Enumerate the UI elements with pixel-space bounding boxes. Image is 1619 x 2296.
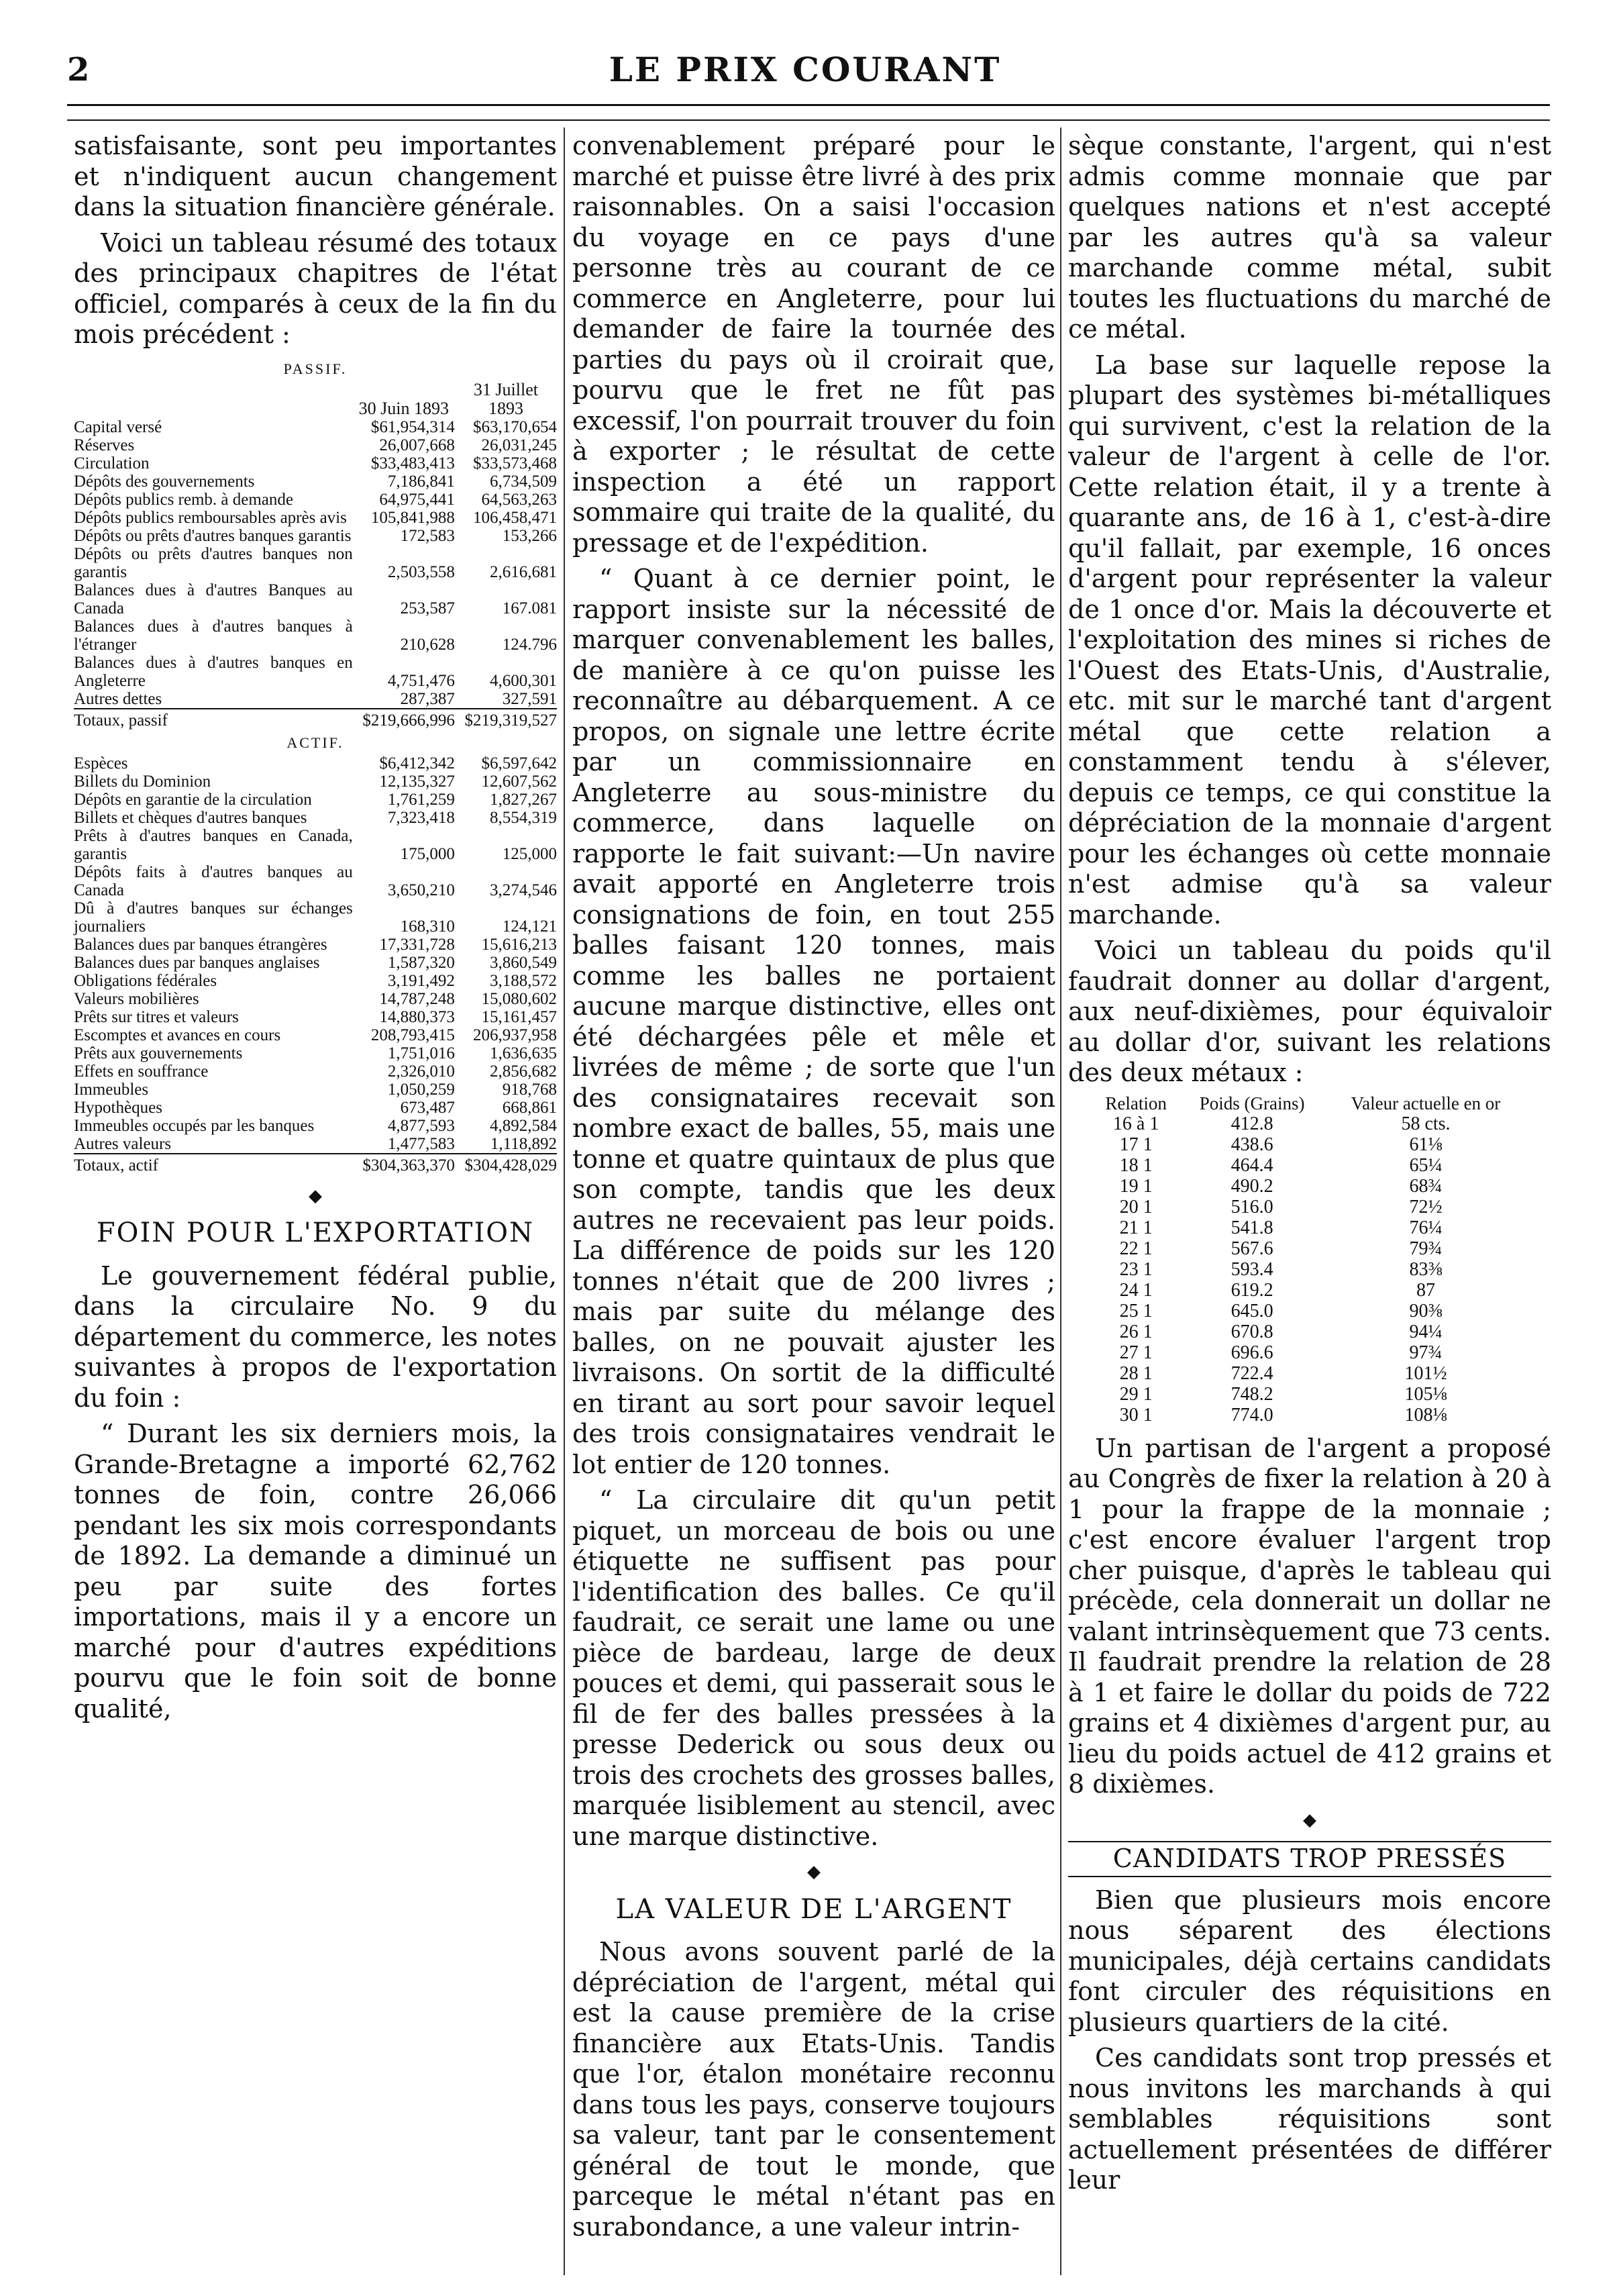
column-3 <box>1068 131 1551 2201</box>
column-header: Valeur actuelle en or <box>1351 1093 1501 1113</box>
table-cell: 673,487 <box>400 1098 455 1117</box>
table-cell: 27 1 <box>1119 1342 1153 1363</box>
paragraph: satisfaisante, sont peu importantes et n'indiquent aucun changement dans la situation financière générale. <box>74 131 557 221</box>
table-cell: Hypothèques <box>74 1098 162 1117</box>
relation-row <box>1092 1134 1527 1155</box>
table-row <box>74 654 557 690</box>
table-cell: Prêts sur titres et valeurs <box>74 1007 239 1026</box>
table-cell: 3,188,572 <box>490 971 557 990</box>
table-cell: 3,191,492 <box>387 971 455 990</box>
table-cell: 670.8 <box>1231 1321 1273 1342</box>
table-cell: 516.0 <box>1231 1196 1273 1217</box>
table-cell: 105⅛ <box>1404 1383 1447 1405</box>
table-cell: 8,554,319 <box>490 808 557 827</box>
table-cell: 645.0 <box>1231 1300 1273 1321</box>
table-row <box>74 954 557 972</box>
table-cell: 2,616,681 <box>490 562 557 581</box>
table-cell: 29 1 <box>1119 1383 1153 1405</box>
table-cell: 1,050,259 <box>387 1080 455 1099</box>
table-cell: 748.2 <box>1231 1383 1273 1405</box>
column-1 <box>74 131 557 1730</box>
table-cell: 105,841,988 <box>370 508 455 527</box>
table-row <box>74 809 557 827</box>
table-cell: 17 1 <box>1119 1134 1153 1155</box>
paragraph: “ La circulaire dit qu'un petit piquet, un morceau de bois ou une étiquette ne suffisent pas pour l'identification des balles. Ce qu'il faudrait, ce serait une lame ou une pièce de bardeau, large de deux pouces et demi, qui passerait sous le fil de fer des balles pressées à la presse Dederick ou sous deux ou trois des crochets des grosses balles, marquée lisiblement au stencil, avec une marque distinctive. <box>572 1485 1055 1851</box>
table-row <box>74 863 557 899</box>
relation-row <box>1092 1113 1527 1134</box>
table-cell: 15,161,457 <box>481 1007 557 1026</box>
passif-title: PASSIF. <box>283 360 348 377</box>
table-row <box>74 690 557 709</box>
table-cell: Effets en souffrance <box>74 1062 209 1081</box>
table-cell: Réserves <box>74 436 135 454</box>
paragraph: “ Quant à ce dernier point, le rapport insiste sur la nécessité de marquer convenablement les balles, de manière à ce qu'on puisse les reconnaître au débarquement. A ce propos, on signale une lettre écrite par un commissionnaire en Angleterre au sous-ministre du commerce, dans laquelle on rapporte le fait suivant:—Un navire avait apporté en Angleterre trois consignations de foin, en tout 255 balles faisant 120 tonnes, mais comme les balles ne portaient aucune marque distinctive, elles ont été déchargées pêle et mêle et livrées de même ; de sorte que l'un des consignataires recevait son nombre exact de balles, 55, mais une tonne et quatre quintaux de plus que son compte, tandis que les deux autres ne recevaient pas leur poids. La différence de poids sur les 120 tonnes n'était que de 200 livres ; mais par suite du mélange des balles, on ne pouvait ajuster les livraisons. On sortit de la difficulté en tirant au sort pour savoir lequel des trois consignataires vendrait le lot entier de 120 tonnes. <box>572 564 1055 1479</box>
table-cell: 90⅜ <box>1409 1300 1443 1321</box>
table-cell: 12,607,562 <box>481 772 557 791</box>
table-cell: 175,000 <box>400 844 455 863</box>
table-cell: 106,458,471 <box>473 508 557 527</box>
table-cell: 125,000 <box>502 844 557 863</box>
paragraph: Le gouvernement fédéral publie, dans la circulaire No. 9 du département du commerce, les notes suivantes à propos de l'exportation du foin : <box>74 1260 557 1413</box>
table-cell: 15,616,213 <box>481 935 557 954</box>
table-cell: 253,587 <box>400 599 455 617</box>
table-cell: 172,583 <box>400 526 455 545</box>
table-cell: 438.6 <box>1231 1134 1273 1155</box>
table-row <box>74 1026 557 1044</box>
table-cell: Billets et chèques d'autres banques <box>74 808 307 827</box>
passif-total-row: Totaux, passif $219,666,996 $219,319,527 <box>74 709 557 730</box>
table-row <box>74 990 557 1008</box>
table-cell: 23 1 <box>1119 1258 1153 1280</box>
column-header: Poids (Grains) <box>1199 1093 1305 1113</box>
table-row <box>74 418 557 436</box>
table-row <box>74 436 557 454</box>
table-row <box>74 527 557 545</box>
table-cell: 7,323,418 <box>387 808 455 827</box>
paragraph: Voici un tableau du poids qu'il faudrait donner au dollar d'argent, aux neuf-dixièmes, pour équivaloir au dollar d'or, suivant les relations des deux métaux : <box>1068 936 1551 1087</box>
paragraph: Voici un tableau résumé des totaux des principaux chapitres de l'état officiel, comparés à ceux de la fin du mois précédent : <box>74 228 557 349</box>
relation-row <box>1092 1342 1527 1363</box>
table-cell: 3,274,546 <box>490 881 557 899</box>
section-title-candidats: CANDIDATS TROP PRESSÉS <box>1068 1841 1551 1877</box>
column-header: 30 Juin 1893 <box>358 398 449 418</box>
table-cell: 1,761,259 <box>387 790 455 809</box>
table-cell: Escomptes et avances en cours <box>74 1026 281 1044</box>
table-cell: 153,266 <box>502 526 557 545</box>
table-cell: 108⅛ <box>1404 1404 1447 1426</box>
table-cell: 68¾ <box>1409 1175 1443 1197</box>
table-row <box>74 1117 557 1135</box>
table-cell: 26 1 <box>1119 1321 1153 1342</box>
table-cell: Dépôts publics remb. à demande <box>74 490 293 509</box>
ornament-separator: ◆ <box>309 1185 322 1206</box>
column-divider-right <box>1060 128 1061 2275</box>
table-cell: Balances dues à d'autres banques à l'étranger <box>74 617 353 654</box>
table-cell: Balances dues par banques étrangères <box>74 935 327 954</box>
table-cell: 696.6 <box>1231 1342 1273 1363</box>
table-cell: 20 1 <box>1119 1196 1153 1217</box>
relation-row <box>1092 1217 1527 1238</box>
relation-row <box>1092 1405 1527 1426</box>
table-row <box>74 791 557 809</box>
paragraph: sèque constante, l'argent, qui n'est admis comme monnaie que par quelques nations et n'est accepté par les autres qu'à sa valeur marchande comme métal, subit toutes les fluctuations du marché de ce métal. <box>1068 131 1551 344</box>
table-cell: 1,118,892 <box>490 1134 557 1153</box>
table-cell: Circulation <box>74 454 150 472</box>
table-cell: 83⅜ <box>1409 1258 1443 1280</box>
table-cell: Dépôts des gouvernements <box>74 472 255 491</box>
paragraph: Ces candidats sont trop pressés et nous invitons les marchands à qui semblables réquisitions sont actuellement présentées de différer leur <box>1068 2043 1551 2195</box>
table-cell: $33,573,468 <box>473 454 557 472</box>
table-cell: Dû à d'autres banques sur échanges journaliers <box>74 899 353 936</box>
table-cell: $33,483,413 <box>370 454 455 472</box>
ornament-separator: ◆ <box>1303 1809 1316 1830</box>
table-cell: 668,861 <box>502 1098 557 1117</box>
table-cell: 1,751,016 <box>387 1044 455 1062</box>
table-row <box>74 936 557 954</box>
table-cell: 464.4 <box>1231 1154 1273 1176</box>
table-cell: 61⅛ <box>1409 1134 1443 1155</box>
table-cell: 2,856,682 <box>490 1062 557 1081</box>
table-cell: 14,787,248 <box>379 989 455 1008</box>
column-2 <box>572 131 1055 2248</box>
table-row <box>74 454 557 472</box>
column-divider-left <box>564 128 565 2275</box>
table-cell: Capital versé <box>74 417 162 436</box>
table-cell: Obligations fédérales <box>74 971 217 990</box>
table-cell: 97¾ <box>1409 1342 1443 1363</box>
table-cell: $6,412,342 <box>379 754 455 772</box>
table-cell: 14,880,373 <box>379 1007 455 1026</box>
table-row <box>74 1062 557 1081</box>
actif-rows <box>74 754 557 1154</box>
table-cell: 22 1 <box>1119 1238 1153 1259</box>
table-cell: 327,591 <box>502 689 557 708</box>
relation-rows <box>1092 1113 1527 1426</box>
table-row <box>74 1008 557 1026</box>
section-title-argent: LA VALEUR DE L'ARGENT <box>615 1893 1012 1925</box>
table-cell: $63,170,654 <box>473 417 557 436</box>
table-cell: 25 1 <box>1119 1300 1153 1321</box>
table-cell: 722.4 <box>1231 1362 1273 1384</box>
paragraph: “ Durant les six derniers mois, la Grande-Bretagne a importé 62,762 tonnes de foin, contre 26,066 pendant les six mois correspondants de 1892. La demande a diminué un peu par suite des fortes importations, mais il y a encore un marché pour d'autres expéditions pourvu que le foin soit de bonne qualité, <box>74 1419 557 1724</box>
relation-row <box>1092 1176 1527 1197</box>
paragraph: Un partisan de l'argent a proposé au Congrès de fixer la relation à 20 à 1 pour la frappe de la monnaie ; c'est encore évaluer l'argent trop cher puisque, d'après le tableau qui précède, cela donnerait un dollar ne valant intrinsèquement que 73 cents. Il faudrait prendre la relation de 28 à 1 et faire le dollar du poids de 722 grains et 4 dixièmes d'argent pur, au lieu du poids actuel de 412 grains et 8 dixièmes. <box>1068 1433 1551 1799</box>
table-cell: 541.8 <box>1231 1217 1273 1238</box>
actif-title: ACTIF. <box>286 734 344 751</box>
table-cell: Dépôts publics remboursables après avis <box>74 508 347 527</box>
section-title-foin: FOIN POUR L'EXPORTATION <box>96 1217 535 1248</box>
paragraph: convenablement préparé pour le marché et puisse être livré à des prix raisonnables. On a saisi l'occasion du voyage en ce pays d'une personne très au courant de ce commerce en Angleterre, pour lui demander de faire la tournée des parties du pays où il croirait que, pourvu que le fret ne fût pas excessif, l'on pourrait trouver du foin à exporter ; le résultat de cette inspection a été un rapport sommaire qui traite de la qualité, du pressage et de l'expédition. <box>572 131 1055 558</box>
table-cell: 490.2 <box>1231 1175 1273 1197</box>
table-cell: 168,310 <box>400 917 455 936</box>
table-cell: 2,326,010 <box>387 1062 455 1081</box>
table-cell: 3,860,549 <box>490 953 557 972</box>
table-cell: $6,597,642 <box>481 754 557 772</box>
table-cell: 87 <box>1416 1279 1435 1301</box>
table-cell: 619.2 <box>1231 1279 1273 1301</box>
table-cell: 26,031,245 <box>481 436 557 454</box>
table-cell: 17,331,728 <box>379 935 455 954</box>
table-cell: 3,650,210 <box>387 881 455 899</box>
table-cell: 124,121 <box>502 917 557 936</box>
table-cell: Dépôts faits à d'autres banques au Canada <box>74 862 353 899</box>
header-rule-bottom <box>67 119 1550 121</box>
bank-statement-table <box>74 356 557 1175</box>
table-cell: Dépôts en garantie de la circulation <box>74 790 312 809</box>
table-cell: 64,975,441 <box>379 490 455 509</box>
table-cell: 26,007,668 <box>379 436 455 454</box>
table-cell: 16 à 1 <box>1112 1113 1159 1134</box>
table-cell: 567.6 <box>1231 1238 1273 1259</box>
table-cell: Autres dettes <box>74 689 162 708</box>
table-cell: 19 1 <box>1119 1175 1153 1197</box>
relation-row <box>1092 1301 1527 1321</box>
table-cell: 6,734,509 <box>490 472 557 491</box>
relation-row <box>1092 1363 1527 1384</box>
paragraph: Nous avons souvent parlé de la dépréciation de l'argent, métal qui est la cause première de la crise financière aux Etats-Unis. Tandis que l'or, étalon monétaire reconnu dans tous les pays, conserve toujours sa valeur, tant par le consentement général de tout le monde, que parceque le métal n'étant pas en surabondance, a une valeur intrin- <box>572 1937 1055 2242</box>
table-cell: 208,793,415 <box>370 1026 455 1044</box>
table-cell: 4,892,584 <box>490 1116 557 1135</box>
table-cell: 287,387 <box>400 689 455 708</box>
table-cell: 1,827,267 <box>490 790 557 809</box>
table-row <box>74 509 557 527</box>
table-cell: 7,186,841 <box>387 472 455 491</box>
paragraph: La base sur laquelle repose la plupart des systèmes bi-métalliques qui survivent, c'est la relation de la valeur de l'argent à celle de l'or. Cette relation était, il y a trente à quarante ans, de 16 à 1, c'est-à-dire qu'il fallait, par exemple, 16 onces d'argent pour représenter la valeur de 1 once d'or. Mais la découverte et l'exploitation des mines si riches de l'Ouest des Etats-Unis, d'Australie, etc. mit sur le marché tant d'argent métal que cette relation a constamment tendu à s'élever, depuis ce temps, ce qui constitue la dépréciation de la monnaie d'argent pour les échanges où cette monnaie n'est admise qu'à sa valeur marchande. <box>1068 350 1551 930</box>
column-header: 31 Juillet 1893 <box>473 379 538 418</box>
page-number: 2 <box>67 51 90 89</box>
table-cell: Balances dues à d'autres Banques au Canada <box>74 581 353 617</box>
table-row <box>74 1081 557 1099</box>
journal-title: LE PRIX COURANT <box>609 50 1002 89</box>
table-cell: 76¼ <box>1409 1217 1443 1238</box>
table-cell: Prêts à d'autres banques en Canada, garantis <box>74 826 353 863</box>
relation-row <box>1092 1280 1527 1301</box>
table-cell: 774.0 <box>1231 1404 1273 1426</box>
table-cell: Prêts aux gouvernements <box>74 1044 243 1062</box>
table-cell: 206,937,958 <box>473 1026 557 1044</box>
table-cell: 1,636,635 <box>490 1044 557 1062</box>
table-cell: Balances dues par banques anglaises <box>74 953 320 972</box>
relation-table <box>1092 1094 1527 1426</box>
table-cell: 79¾ <box>1409 1238 1443 1259</box>
paragraph: Bien que plusieurs mois encore nous séparent des élections municipales, déjà certains candidats font circuler des réquisitions en plusieurs quartiers de la cité. <box>1068 1885 1551 2037</box>
relation-row <box>1092 1238 1527 1259</box>
table-cell: Dépôts ou prêts d'autres banques garantis <box>74 526 352 545</box>
table-cell: 18 1 <box>1119 1154 1153 1176</box>
table-row <box>74 827 557 863</box>
table-cell: 918,768 <box>502 1080 557 1099</box>
table-row <box>74 545 557 581</box>
relation-row <box>1092 1259 1527 1280</box>
table-cell: 593.4 <box>1231 1258 1273 1280</box>
table-cell: 28 1 <box>1119 1362 1153 1384</box>
relation-row <box>1092 1155 1527 1176</box>
table-cell: 64,563,263 <box>481 490 557 509</box>
table-cell: 1,587,320 <box>387 953 455 972</box>
table-row <box>74 472 557 491</box>
relation-row <box>1092 1384 1527 1405</box>
table-cell: 4,600,301 <box>490 671 557 690</box>
table-cell: 4,751,476 <box>387 671 455 690</box>
table-cell: Dépôts ou prêts d'autres banques non garantis <box>74 544 353 581</box>
table-cell: 12,135,327 <box>379 772 455 791</box>
table-row <box>74 754 557 772</box>
table-cell: 15,080,602 <box>481 989 557 1008</box>
table-row <box>74 1044 557 1062</box>
table-row <box>74 491 557 509</box>
table-row <box>74 1099 557 1117</box>
table-row <box>74 899 557 936</box>
relation-row <box>1092 1197 1527 1217</box>
passif-rows <box>74 418 557 709</box>
table-cell: 167.081 <box>502 599 557 617</box>
table-cell: Balances dues à d'autres banques en Angleterre <box>74 653 353 690</box>
table-cell: 1,477,583 <box>387 1134 455 1153</box>
table-row <box>74 617 557 654</box>
table-cell: 58 cts. <box>1401 1113 1451 1134</box>
header-rule-top <box>67 104 1550 106</box>
actif-total-row: Totaux, actif $304,363,370 $304,428,029 <box>74 1154 557 1175</box>
table-cell: 21 1 <box>1119 1217 1153 1238</box>
table-cell: Espèces <box>74 754 128 772</box>
table-cell: 24 1 <box>1119 1279 1153 1301</box>
ornament-separator: ◆ <box>807 1862 821 1882</box>
table-cell: Immeubles <box>74 1080 149 1099</box>
table-cell: Valeurs mobilières <box>74 989 199 1008</box>
table-cell: 30 1 <box>1119 1404 1153 1426</box>
table-cell: Autres valeurs <box>74 1134 172 1153</box>
page-header <box>67 47 1543 101</box>
table-row <box>74 1135 557 1154</box>
table-cell: 210,628 <box>400 635 455 654</box>
table-row <box>74 772 557 791</box>
table-cell: $61,954,314 <box>370 417 455 436</box>
table-cell: 65¼ <box>1409 1154 1443 1176</box>
table-cell: 2,503,558 <box>387 562 455 581</box>
table-cell: 101½ <box>1404 1362 1447 1384</box>
table-cell: 412.8 <box>1231 1113 1273 1134</box>
table-cell: 94¼ <box>1409 1321 1443 1342</box>
table-cell: 124.796 <box>502 635 557 654</box>
table-row <box>74 581 557 617</box>
table-cell: 4,877,593 <box>387 1116 455 1135</box>
column-header: Relation <box>1105 1093 1167 1113</box>
table-row <box>74 972 557 990</box>
table-cell: Billets du Dominion <box>74 772 211 791</box>
table-cell: Immeubles occupés par les banques <box>74 1116 315 1135</box>
table-cell: 72½ <box>1409 1196 1443 1217</box>
relation-row <box>1092 1321 1527 1342</box>
